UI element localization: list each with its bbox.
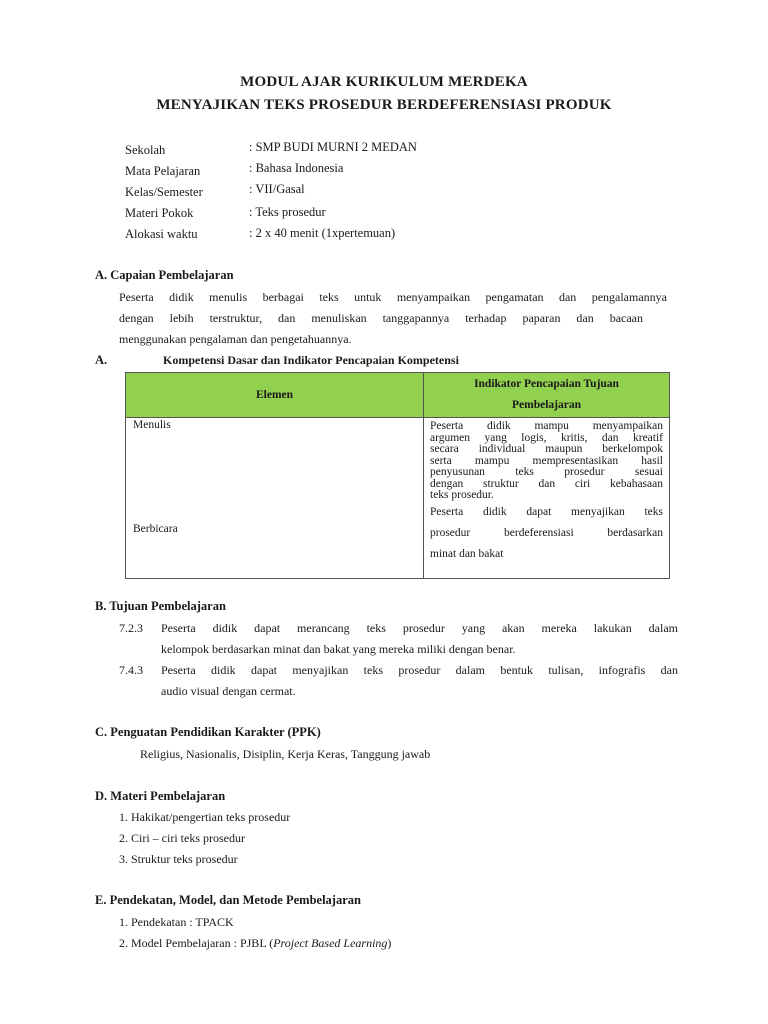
elemen-cell <box>126 418 424 579</box>
list-item-text: 2. Model Pembelajaran : PJBL ( <box>119 936 274 950</box>
identity-value: : VII/Gasal <box>249 182 305 196</box>
elemen-berbicara: Berbicara <box>133 523 178 535</box>
document-subtitle: MENYAJIKAN TEKS PROSEDUR BERDEFERENSIASI PRODUK <box>156 97 612 113</box>
table-row <box>126 418 670 579</box>
tujuan-number: 7.2.3 <box>119 621 143 635</box>
list-item: 2. Ciri – ciri teks prosedur <box>119 831 245 845</box>
identity-value: : SMP BUDI MURNI 2 MEDAN <box>249 140 417 154</box>
section-heading-materi: D. Materi Pembelajaran <box>95 789 226 803</box>
indikator-line: prosedur berdeferensiasi berdasarkan <box>430 526 663 539</box>
column-header-indikator <box>424 373 670 418</box>
identity-value: : 2 x 40 menit (1xpertemuan) <box>249 226 396 240</box>
indikator-menulis <box>430 418 663 502</box>
section-heading-kompetensi: Kompetensi Dasar dan Indikator Pencapaian Kompetensi <box>163 353 459 367</box>
identity-value: : Bahasa Indonesia <box>249 161 344 175</box>
section-heading-capaian: A. Capaian Pembelajaran <box>95 268 234 282</box>
tujuan-text: Peserta didik dapat merancang teks prosedur yang akan mereka lakukan dalam <box>161 621 678 635</box>
indikator-line: dengan struktur dan ciri kebahasaan <box>430 477 663 490</box>
identity-label: Sekolah <box>125 143 166 157</box>
indikator-line: argumen yang logis, kritis, dan kreatif <box>430 431 663 444</box>
indikator-line: Peserta didik mampu menyampaikan <box>430 420 663 432</box>
indikator-line: teks prosedur. <box>430 489 494 501</box>
elemen-menulis: Menulis <box>133 419 171 431</box>
column-header-line: Pembelajaran <box>512 399 581 411</box>
table-header-row <box>126 373 670 418</box>
indikator-line: secara individual maupun berkelompok <box>430 443 663 455</box>
section-heading-tujuan: B. Tujuan Pembelajaran <box>95 599 226 613</box>
indikator-line: serta mampu mempresentasikan hasil <box>430 454 663 467</box>
document-title: MODUL AJAR KURIKULUM MERDEKA <box>240 74 528 90</box>
list-item: 3. Struktur teks prosedur <box>119 852 238 866</box>
section-letter-kompetensi: A. <box>95 353 108 367</box>
tujuan-text: kelompok berdasarkan minat dan bakat yang mereka miliki dengan benar. <box>161 642 516 656</box>
indikator-line: minat dan bakat <box>430 547 504 560</box>
ppk-values: Religius, Nasionalis, Disiplin, Kerja Keras, Tanggung jawab <box>140 747 431 761</box>
section-heading-ppk: C. Penguatan Pendidikan Karakter (PPK) <box>95 725 321 739</box>
list-item: 1. Pendekatan : TPACK <box>119 915 234 929</box>
indikator-line: penyusunan teks prosedur sesuai <box>430 466 663 478</box>
identity-label: Mata Pelajaran <box>125 164 201 178</box>
tujuan-text: audio visual dengan cermat. <box>161 684 296 698</box>
capaian-paragraph-line: Peserta didik menulis berbagai teks untuk menyampaikan pengamatan dan pengalamannya <box>119 290 667 304</box>
identity-label: Materi Pokok <box>125 206 194 220</box>
column-header-elemen: Elemen <box>126 373 424 418</box>
list-item <box>119 936 391 951</box>
column-header-line: Indikator Pencapaian Tujuan <box>474 378 619 390</box>
tujuan-number: 7.4.3 <box>119 663 143 677</box>
identity-label: Kelas/Semester <box>125 185 203 199</box>
list-item-italic: Project Based Learning <box>273 936 388 950</box>
indikator-berbicara <box>430 502 663 565</box>
list-item-text: ) <box>387 936 392 950</box>
indikator-line: Peserta didik dapat menyajikan teks <box>430 505 663 518</box>
identity-label: Alokasi waktu <box>125 227 198 241</box>
indikator-table <box>125 372 670 579</box>
capaian-paragraph-line: dengan lebih terstruktur, dan menuliskan tanggapannya terhadap paparan dan bacaan <box>119 311 643 325</box>
list-item: 1. Hakikat/pengertian teks prosedur <box>119 810 291 824</box>
capaian-paragraph-line: menggunakan pengalaman dan pengetahuannya. <box>119 332 352 346</box>
identity-value: : Teks prosedur <box>249 205 326 219</box>
section-heading-pendekatan: E. Pendekatan, Model, dan Metode Pembelajaran <box>95 893 361 907</box>
tujuan-text: Peserta didik dapat menyajikan teks prosedur dalam bentuk tulisan, infografis dan <box>161 663 678 677</box>
indikator-cell <box>424 418 670 579</box>
